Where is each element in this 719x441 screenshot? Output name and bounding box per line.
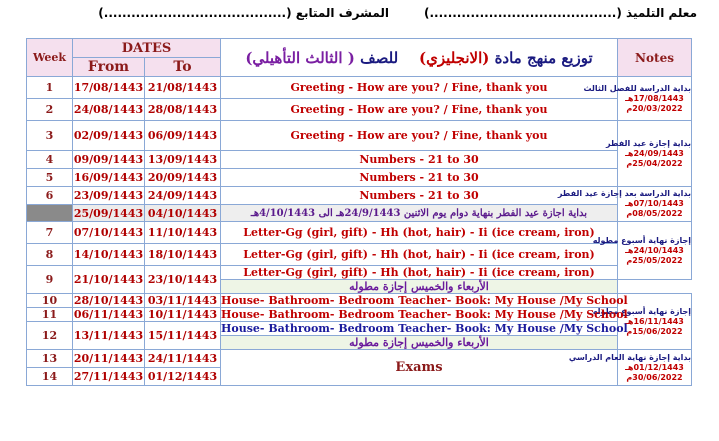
- to-date: 03/11/1443: [145, 294, 221, 308]
- note-label: بداية إجازة نهاية العام الدراسي: [568, 352, 691, 362]
- from-date: 27/11/1443: [73, 368, 145, 386]
- supervisor-label: المشرف المتابع (........................................): [98, 6, 389, 20]
- week-number: 12: [27, 322, 73, 350]
- note-greg: 30/06/2022م: [626, 372, 683, 382]
- title-part2: (الانجليزي): [419, 48, 490, 67]
- week-number: 14: [27, 368, 73, 386]
- note-cell: [592, 294, 692, 350]
- lesson-text: Greeting - How are you? / Fine, thank you: [221, 99, 618, 121]
- note-cell: [557, 187, 692, 222]
- week-number: 7: [27, 222, 73, 244]
- to-date: 23/10/1443: [145, 266, 221, 294]
- lesson-text: Letter-Gg (girl, gift) - Hh (hot, hair) - Ii (ice cream, iron): [221, 266, 618, 280]
- lesson-text: Greeting - How are you? / Fine, thank you: [221, 121, 618, 151]
- from-date: 20/11/1443: [73, 350, 145, 368]
- table-row-holiday: [27, 205, 692, 222]
- from-date: 25/09/1443: [73, 206, 144, 220]
- to-date: 13/09/1443: [145, 151, 221, 169]
- from-date: 06/11/1443: [73, 308, 144, 321]
- note-label: بداية إجازة عيد الفطر: [605, 138, 691, 148]
- note-hijri: 01/12/1443هـ: [625, 362, 684, 372]
- note-greg: 25/04/2022م: [626, 158, 683, 168]
- to-date: 21/08/1443: [145, 77, 221, 99]
- exams-label: Exams: [221, 350, 618, 386]
- table-row: [27, 222, 692, 244]
- page-title: [221, 39, 618, 77]
- to-date: 28/08/1443: [145, 99, 221, 121]
- note-label: بداية الدراسة للفصل الثالث: [583, 83, 691, 93]
- from-date: 17/08/1443: [73, 77, 145, 99]
- table-row: [27, 169, 692, 187]
- to-date: 01/12/1443: [145, 368, 221, 386]
- lesson-text: House- Bathroom- Bedroom Teacher- Book: My House /My School: [221, 308, 628, 321]
- table-row: [27, 322, 692, 336]
- lesson-text: House- Bathroom- Bedroom Teacher- Book: My House /My School: [221, 322, 628, 335]
- lesson-text: House- Bathroom- Bedroom Teacher- Book: My House /My School: [221, 294, 628, 307]
- week-number: 5: [27, 169, 73, 187]
- note-hijri: 24/09/1443هـ: [625, 148, 684, 158]
- to-date: 10/11/1443: [145, 308, 221, 322]
- note-hijri: 16/11/1443هـ: [625, 316, 684, 326]
- from-date: 14/10/1443: [73, 244, 145, 266]
- week-header: Week: [27, 39, 73, 77]
- note-hijri: 17/08/1443هـ: [625, 93, 684, 103]
- lesson-text: Numbers - 21 to 30: [221, 169, 618, 187]
- week-number: 6: [27, 187, 73, 205]
- note-hijri: 24/10/1443هـ: [625, 245, 684, 255]
- from-date: 21/10/1443: [73, 266, 145, 294]
- note-cell: [605, 121, 692, 187]
- note-cell: [592, 222, 692, 280]
- lesson-text: Numbers - 21 to 30: [221, 151, 618, 169]
- to-date: 18/10/1443: [145, 244, 221, 266]
- table-row: [27, 77, 692, 99]
- week-number: 1: [27, 77, 73, 99]
- week-number: 9: [27, 266, 73, 294]
- from-date: 23/09/1443: [73, 187, 145, 205]
- note-greg: 15/06/2022م: [626, 326, 683, 336]
- table-row: [27, 244, 692, 266]
- to-header: To: [145, 58, 221, 77]
- to-date: 06/09/1443: [145, 121, 221, 151]
- week-number: [27, 205, 73, 222]
- to-date: 04/10/1443: [145, 205, 221, 222]
- title-part1: توزيع منهج مادة: [494, 48, 593, 67]
- to-date: 11/10/1443: [145, 222, 221, 244]
- from-date: 13/11/1443: [73, 322, 145, 350]
- note-greg: 25/05/2022م: [626, 255, 683, 265]
- note-label: إجازة نهاية أسبوع مطوله: [592, 306, 691, 316]
- lesson-text: Numbers - 21 to 30: [221, 187, 618, 205]
- week-number: 13: [27, 350, 73, 368]
- note-label: إجازة نهاية أسبوع مطوله: [592, 235, 691, 245]
- from-date: 24/08/1443: [73, 99, 145, 121]
- table-row: [27, 308, 692, 322]
- holiday-text: بداية اجازة عيد الفطر بنهاية دوام يوم الاثنين 24/9/1443هـ الى 4/10/1443هـ: [221, 205, 618, 222]
- from-date: 07/10/1443: [73, 222, 145, 244]
- teacher-label: معلم التلميذ (.........................................): [423, 6, 697, 20]
- long-weekend-text: الأربعاء والخميس إجازة مطوله: [221, 336, 618, 350]
- note-cell: [583, 77, 692, 121]
- week-number: 8: [27, 244, 73, 266]
- note-greg: 08/05/2022م: [626, 209, 683, 218]
- title-part4: ( الثالث التأهيلي): [245, 48, 355, 67]
- table-row: [27, 350, 692, 368]
- curriculum-table: [26, 38, 692, 386]
- week-number: 10: [27, 294, 73, 308]
- to-date: 20/09/1443: [145, 169, 221, 187]
- dates-header: DATES: [73, 39, 221, 58]
- to-date: 24/09/1443: [145, 187, 221, 205]
- table-row: [27, 294, 692, 308]
- week-number: 3: [27, 121, 73, 151]
- header-line: [0, 0, 719, 30]
- table-row: [27, 99, 692, 121]
- from-date: 02/09/1443: [73, 121, 145, 151]
- notes-header: Notes: [618, 39, 692, 77]
- long-weekend-text: الأربعاء والخميس إجازة مطوله: [221, 280, 618, 294]
- title-part3: للصف: [360, 48, 399, 67]
- week-number: 11: [27, 308, 73, 322]
- table-row: [27, 266, 692, 280]
- table-row: [27, 121, 692, 151]
- lesson-text: Letter-Gg (girl, gift) - Hh (hot, hair) - Ii (ice cream, iron): [221, 222, 618, 244]
- note-cell: [568, 350, 692, 386]
- to-date: 15/11/1443: [145, 322, 221, 350]
- week-number: 4: [27, 151, 73, 169]
- note-hijri: 07/10/1443هـ: [625, 199, 684, 208]
- note-greg: 20/03/2022م: [626, 103, 683, 113]
- to-date: 24/11/1443: [145, 350, 221, 368]
- from-date: 16/09/1443: [73, 169, 145, 187]
- table-row: [27, 151, 692, 169]
- note-label: بداية الدراسة بعد إجازة عيد الفطر: [557, 189, 691, 198]
- week-number: 2: [27, 99, 73, 121]
- lesson-text: Letter-Gg (girl, gift) - Hh (hot, hair) - Ii (ice cream, iron): [221, 244, 618, 266]
- table-row: [27, 187, 692, 205]
- lesson-text: Greeting - How are you? / Fine, thank you: [221, 77, 618, 99]
- from-date: 09/09/1443: [73, 151, 145, 169]
- from-header: From: [73, 58, 145, 77]
- from-date: 28/10/1443: [73, 294, 144, 307]
